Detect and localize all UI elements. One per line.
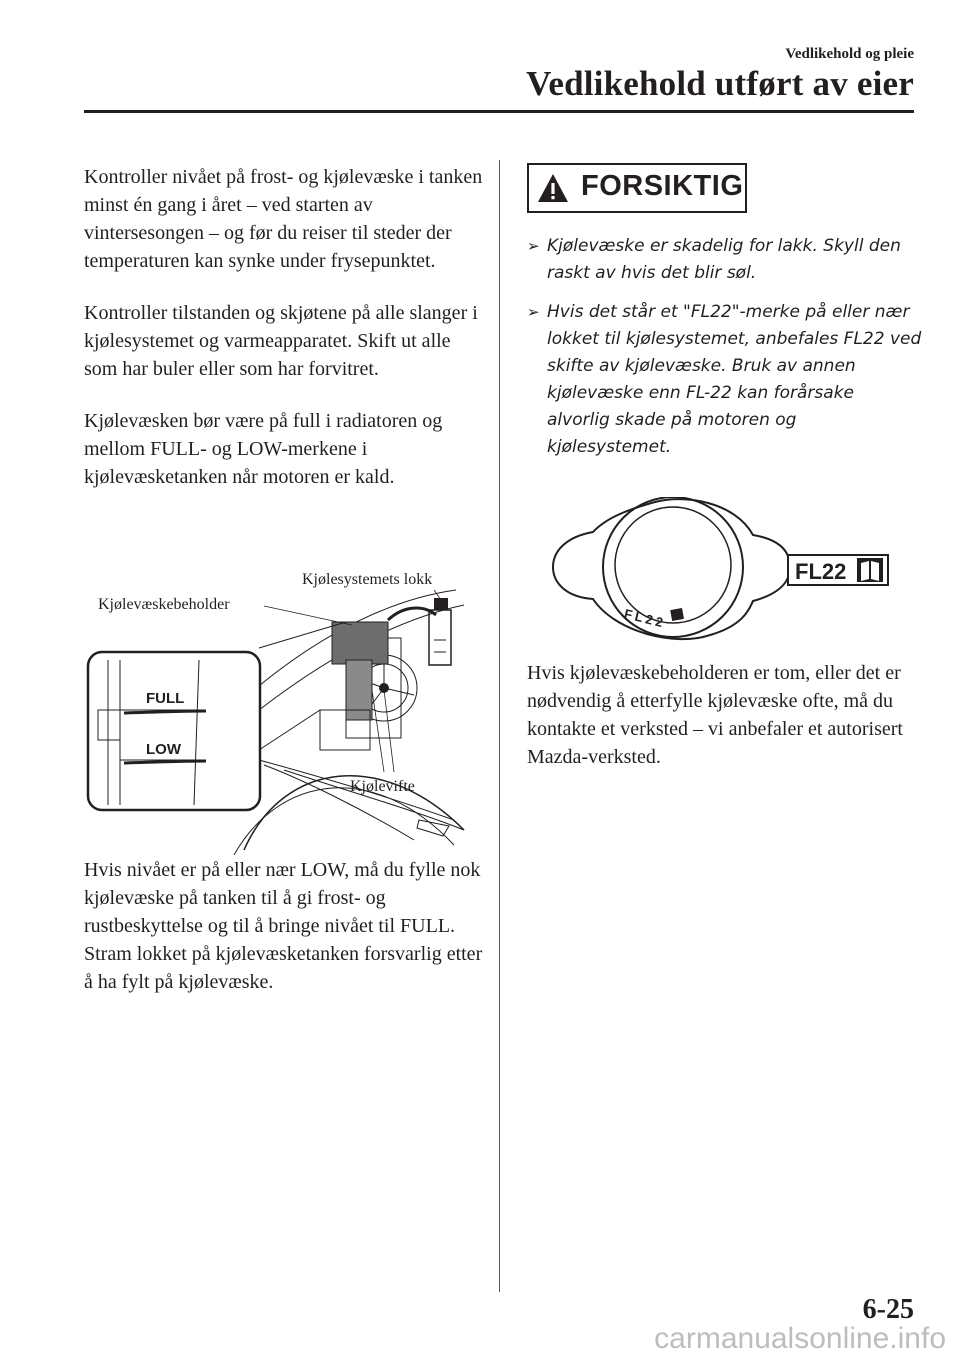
caution-list [527,233,922,461]
paragraph-fill-coolant: Hvis nivået er på eller nær LOW, må du fylle nok kjølevæske på tanken til å gi frost- og rustbeskyttelse og til å bringe nivået til FULL. [84,859,481,937]
bullet-arrow-icon: ➢ [527,303,540,321]
column-divider [499,160,500,1292]
paragraph-check-level: Kontroller nivået på frost- og kjølevæske i tanken minst én gang i året – ved starten av vintersesongen – og før du reiser til steder der temperaturen kan synke under frysepunktet. [84,166,483,272]
left-column-after-diagram [84,856,484,996]
paragraph-check-hoses: Kontroller tilstanden og skjøtene på alle slanger i kjølesystemet og varmeapparatet. Skift ut alle som har buler eller som har forvitret. [84,302,478,380]
fl22-badge [788,555,888,585]
header-rule [84,110,914,113]
full-mark-label: FULL [146,690,185,707]
paragraph-coolant-level: Kjølevæsken bør være på full i radiatoren og mellom FULL- og LOW-merkene i kjølevæsketanken når motoren er kald. [84,410,443,488]
fan-label: Kjølevifte [350,778,415,795]
page-title: Vedlikehold utført av eier [526,64,914,103]
cap-fl22-mark: FL22 [622,606,668,631]
engine-coolant-diagram [84,560,484,855]
section-header: Vedlikehold og pleie [785,46,914,62]
bullet-arrow-icon: ➢ [527,237,540,255]
fl22-badge-text: FL22 [795,559,847,584]
reservoir-label: Kjølevæskebeholder [98,596,230,613]
watermark: carmanualsonline.info [654,1322,946,1355]
caution-item [527,299,922,461]
warning-triangle-icon [536,172,570,204]
caution-title: FORSIKTIG [581,170,744,202]
caution-box [527,163,747,213]
caution-item [527,233,922,287]
page-number: 6-25 [862,1294,914,1325]
right-column [527,163,922,473]
cap-label: Kjølesystemets lokk [302,571,433,588]
low-mark-label: LOW [146,741,181,758]
caution-item-text: Hvis det står et "FL22"-merke på eller nær lokket til kjølesystemet, anbefales FL22 ved skifte av kjølevæske. Bruk av annen kjølevæske enn FL-22 kan forårsake alvorlig skade på motoren og kjølesystemet. [547,302,922,457]
radiator-cap-diagram [545,497,895,647]
left-column [84,163,484,515]
paragraph-tighten-cap: Stram lokket på kjølevæsketanken forsvarlig etter å ha fylt på kjølevæske. [84,943,483,993]
caution-item-text: Kjølevæske er skadelig for lakk. Skyll den raskt av hvis det blir søl. [547,236,901,283]
paragraph-contact-workshop: Hvis kjølevæskebeholderen er tom, eller det er nødvendig å etterfylle kjølevæske ofte, må du kontakte et verksted – vi anbefaler et autorisert Mazda-verksted. [527,662,903,768]
